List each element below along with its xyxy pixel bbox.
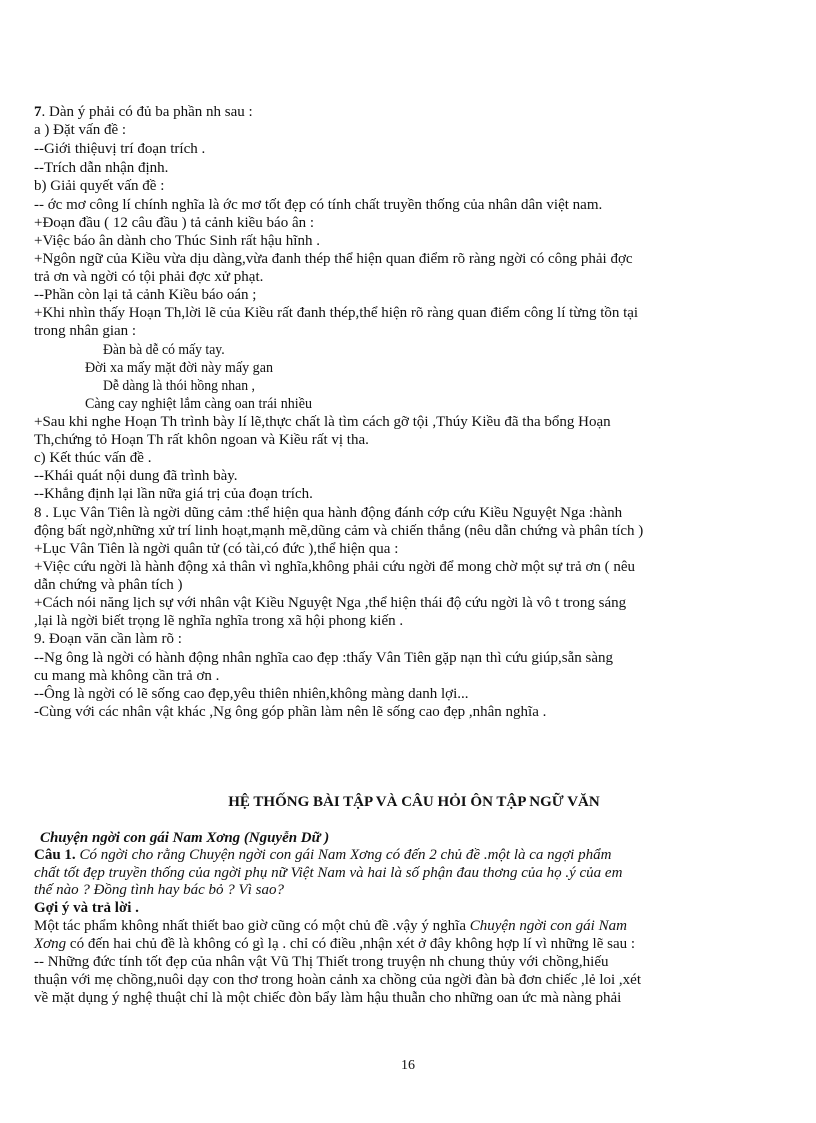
answer-line: -- Những đức tính tốt đẹp của nhân vật Vũ Thị Thiết trong truyện nh chung thủy với chồng,hiếu bbox=[34, 954, 609, 970]
text-line: dẫn chứng và phân tích ) bbox=[34, 577, 183, 593]
text-line: ,lại là ngời biết trọng lẽ nghĩa nghĩa trong xã hội phong kiến . bbox=[34, 613, 404, 629]
question-line: Câu 1. Có ngời cho rằng Chuyện ngời con gái Nam Xơng có đến 2 chủ đề .một là ca ngợi phẩm bbox=[34, 847, 612, 863]
section-9-title: 9. Đoạn văn cần làm rõ : bbox=[34, 631, 182, 647]
text-line: trả ơn và ngời có tội phải đợc xử phạt. bbox=[34, 269, 264, 285]
story-title: Chuyện ngời con gái Nam Xơng (Nguyễn Dữ ) bbox=[40, 830, 330, 846]
text-line: b) Giải quyết vấn đề : bbox=[34, 178, 165, 194]
answer-line: Xơng có đến hai chủ đề là không có gì lạ . chỉ có điều ,nhận xét ở đây không hợp lí vì những lẽ sau : bbox=[34, 936, 636, 952]
section-7-title: 7. Dàn ý phải có đủ ba phần nh sau : bbox=[34, 104, 253, 120]
text-line: --Phần còn lại tả cảnh Kiều báo oán ; bbox=[34, 287, 257, 303]
text-line: --Trích dẫn nhận định. bbox=[34, 160, 169, 176]
question-line: chất tốt đẹp truyền thống của ngời phụ nữ Việt Nam và hai là số phận đau thơng của họ .ý của em bbox=[34, 865, 623, 881]
text-line: c) Kết thúc vấn đề . bbox=[34, 450, 152, 466]
text-line: a ) Đặt vấn đề : bbox=[34, 122, 127, 138]
section-8-line: 8 . Lục Vân Tiên là ngời dũng cảm :thể hiện qua hành động đánh cớp cứu Kiều Nguyệt Nga :hành bbox=[34, 505, 623, 521]
text-line: --Giới thiệuvị trí đoạn trích . bbox=[34, 141, 206, 157]
text-line: +Khi nhìn thấy Hoạn Th,lời lẽ của Kiều rất đanh thép,thể hiện rõ ràng quan điểm công lí từng tồn tại bbox=[34, 305, 639, 321]
poem-line: Đời xa mấy mặt đời này mấy gan bbox=[85, 360, 273, 376]
text-line: cu mang mà không cần trả ơn . bbox=[34, 668, 220, 684]
answer-label: Gợi ý và trả lời . bbox=[34, 900, 139, 916]
text-line: động bất ngờ,những xử trí linh hoạt,mạnh mẽ,dũng cảm và chiến thắng (nêu dẫn chứng và phân tích ) bbox=[34, 523, 644, 539]
text-line: -Cùng với các nhân vật khác ,Ng ông góp phần làm nên lẽ sống cao đẹp ,nhân nghĩa . bbox=[34, 704, 547, 720]
question-line: thế nào ? Đồng tình hay bác bỏ ? Vì sao? bbox=[34, 882, 284, 898]
answer-line: thuận với mẹ chồng,nuôi dạy con thơ trong hoàn cảnh xa chồng của ngời đàn bà đơn chiếc ,lẻ loi ,xét bbox=[34, 972, 641, 988]
text-line: +Đoạn đầu ( 12 câu đầu ) tả cảnh kiều báo ân : bbox=[34, 215, 315, 231]
poem-line: Đàn bà dễ có mấy tay. bbox=[103, 342, 225, 358]
text-line: +Ngôn ngữ của Kiều vừa dịu dàng,vừa đanh thép thể hiện quan điểm rõ ràng ngời có công phải đợc bbox=[34, 251, 633, 267]
answer-line: về mặt dụng ý nghệ thuật chỉ là một chiếc đòn bẩy làm hậu thuẫn cho những oan ức mà nàng phải bbox=[34, 990, 622, 1006]
text-line: --Khái quát nội dung đã trình bày. bbox=[34, 468, 238, 484]
page-number: 16 bbox=[401, 1058, 415, 1073]
text-line: +Lục Vân Tiên là ngời quân tử (có tài,có đức ),thể hiện qua : bbox=[34, 541, 399, 557]
text-line: trong nhân gian : bbox=[34, 323, 137, 339]
answer-line: Một tác phẩm không nhất thiết bao giờ cũng có một chủ đề .vậy ý nghĩa Chuyện ngời con gái Nam bbox=[34, 918, 627, 934]
text-line: --Ông là ngời có lẽ sống cao đẹp,yêu thiên nhiên,không màng danh lợi... bbox=[34, 686, 469, 702]
text-line: +Cách nói năng lịch sự với nhân vật Kiều Nguyệt Nga ,thể hiện thái độ cứu ngời là vô t trong sáng bbox=[34, 595, 627, 611]
text-line: +Việc báo ân dành cho Thúc Sinh rất hậu hĩnh . bbox=[34, 233, 320, 249]
poem-line: Càng cay nghiệt lắm càng oan trái nhiều bbox=[85, 396, 312, 412]
poem-line: Dễ dàng là thói hồng nhan , bbox=[103, 378, 255, 394]
text-line: --Khẳng định lại lần nữa giá trị của đoạn trích. bbox=[34, 486, 313, 502]
text-line: +Việc cứu ngời là hành động xả thân vì nghĩa,không phải cứu ngời để mong chờ một sự trả ơn ( nêu bbox=[34, 559, 636, 575]
text-line: +Sau khi nghe Hoạn Th trình bày lí lẽ,thực chất là tìm cách gỡ tội ,Thúy Kiều đã tha bổng Hoạn bbox=[34, 414, 611, 430]
text-line: --Ng ông là ngời có hành động nhân nghĩa cao đẹp :thấy Vân Tiên gặp nạn thì cứu giúp,sẵn sàng bbox=[34, 650, 614, 666]
text-line: Th,chứng tỏ Hoạn Th rất khôn ngoan và Kiều rất vị tha. bbox=[34, 432, 369, 448]
section-heading: HỆ THỐNG BÀI TẬP VÀ CÂU HỎI ÔN TẬP NGỮ VĂN bbox=[228, 794, 600, 810]
text-line: -- ớc mơ công lí chính nghĩa là ớc mơ tốt đẹp có tính chất truyền thống của nhân dân việt nam. bbox=[34, 197, 603, 213]
